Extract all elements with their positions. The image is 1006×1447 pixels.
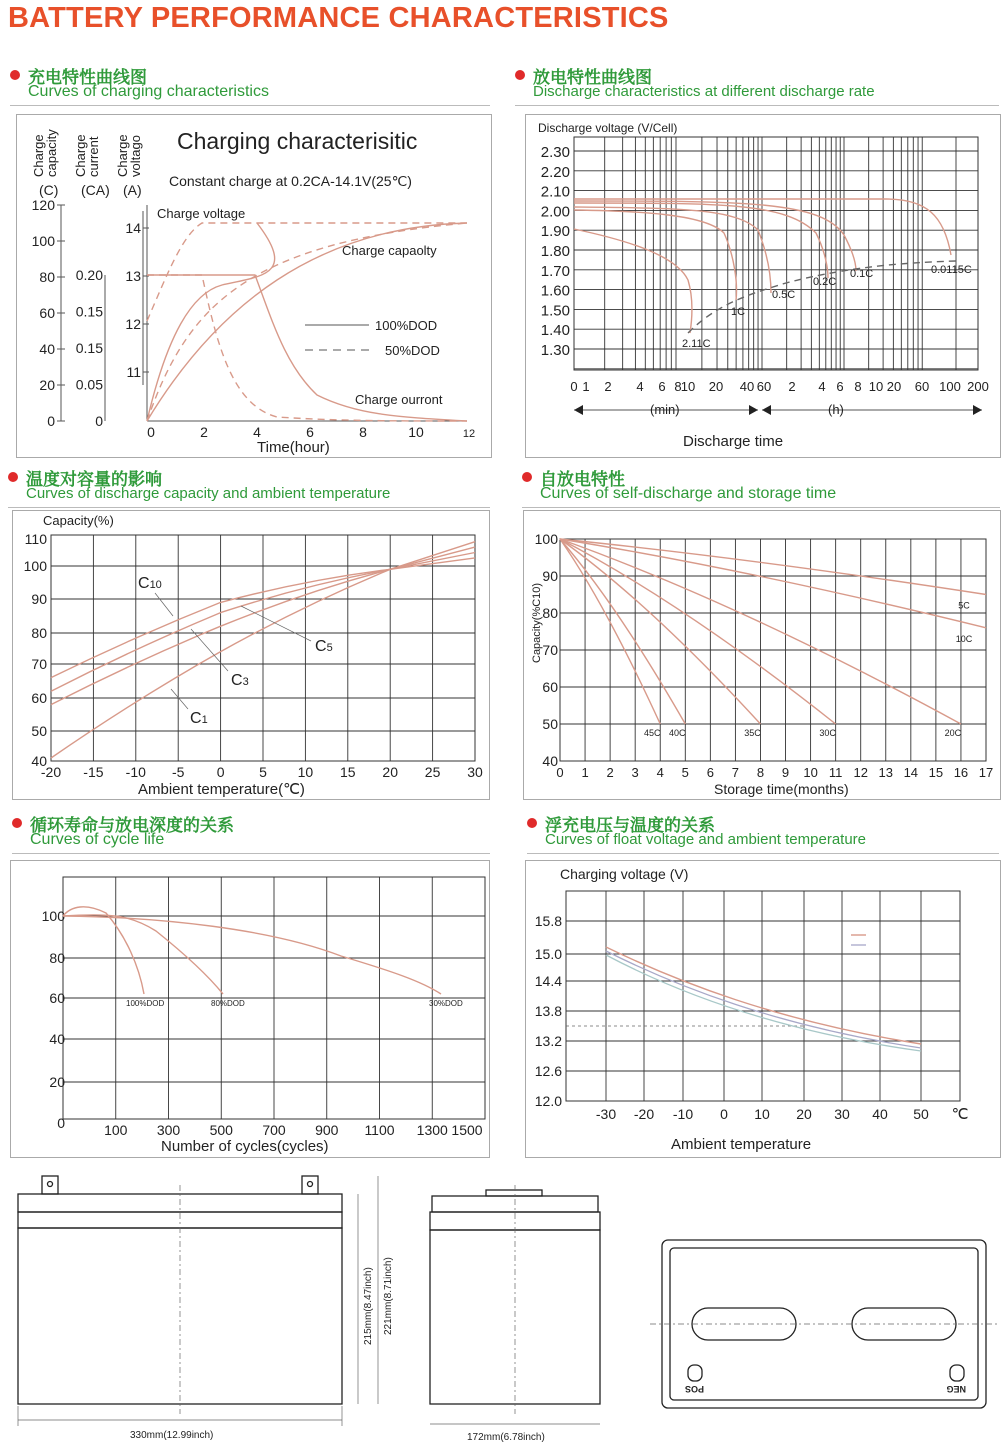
y-tick-label: 12.0 <box>534 1093 562 1109</box>
cycle-chart <box>11 861 489 1157</box>
legend-50-dod: 50%DOD <box>385 343 440 358</box>
x-tick-label: 300 <box>156 1122 181 1138</box>
self-discharge-chart-panel <box>523 510 1001 800</box>
annotation-charge-capacity: Charge capaolty <box>342 243 437 258</box>
label-2-11c: 2.11C <box>682 338 711 350</box>
leader-line <box>171 689 188 709</box>
y-tick-label: 1.40 <box>540 322 570 340</box>
divider <box>12 853 490 854</box>
y-tick-label: 1.50 <box>540 302 570 320</box>
discharge-curve-1c <box>574 210 737 300</box>
current-tick-label: 0.20 <box>75 267 103 283</box>
y-tick-label: 90 <box>542 568 558 584</box>
neg-label: NEG <box>946 1384 966 1394</box>
y-tick-label: 90 <box>31 591 47 607</box>
temperature-chart <box>13 511 489 799</box>
section-cycle-zh: 循环寿命与放电深度的关系 <box>30 816 234 835</box>
axis-header-text: voltago <box>128 135 143 177</box>
x-axis-label: Number of cycles(cycles) <box>161 1138 329 1155</box>
discharge-curve-2-11c <box>574 229 692 333</box>
series-label-10c: 10C <box>955 633 973 644</box>
terminal-bolt <box>308 1182 313 1187</box>
side-view-drawing <box>430 1185 600 1443</box>
annotation-charge-current: Charge ourront <box>355 392 443 407</box>
x-tick-label-min: 2 <box>604 379 612 394</box>
axis-header-unit: (CA) <box>81 182 110 198</box>
discharge-chart-panel <box>525 114 1001 458</box>
label-0-0115c: 0.0115C <box>931 264 972 276</box>
section-self-discharge-en: Curves of self-discharge and storage time <box>540 485 837 502</box>
bullet-icon <box>10 70 20 80</box>
front-view-drawing <box>18 1176 394 1441</box>
label-80-dod: 80%DOD <box>211 999 245 1008</box>
cycle-curve-30-dod <box>63 916 441 994</box>
cycle-curve-80-dod <box>63 915 223 994</box>
x-tick-label-min: 6 <box>658 379 666 394</box>
y-tick-label: 2.30 <box>540 144 570 161</box>
bullet-icon <box>515 70 525 80</box>
y-tick-label: 50 <box>542 716 558 732</box>
section-temperature-zh: 温度对容量的影响 <box>26 470 162 489</box>
terminal-pos <box>42 1176 58 1194</box>
x-tick-label-h: 20 <box>886 379 902 394</box>
float-curve-middle <box>606 951 921 1048</box>
label-c1-sub: 1 <box>201 714 208 726</box>
bullet-icon <box>8 472 18 482</box>
time-tick-label: 4 <box>253 424 261 440</box>
capacity-tick-label: 80 <box>39 269 55 285</box>
lid-band <box>18 1212 342 1228</box>
float-curve-lower <box>606 955 921 1051</box>
x-tick-label: 40 <box>872 1106 888 1122</box>
x-tick-label: 8 <box>756 765 765 780</box>
x-tick-label: -5 <box>171 764 185 780</box>
y-tick-label: 20 <box>49 1074 65 1090</box>
y-tick-label: 1.90 <box>540 223 570 241</box>
series-label-30c: 30C <box>819 728 836 738</box>
bullet-icon <box>12 818 22 828</box>
voltage-tick-label: 11 <box>126 364 141 380</box>
axis-header-text: current <box>86 136 101 177</box>
y-tick-label: 15.8 <box>534 913 562 929</box>
x-axis-label: Ambient temperature <box>671 1136 812 1153</box>
x-tick-label: 6 <box>706 765 714 780</box>
temperature-chart-panel <box>12 510 490 800</box>
capacity-tick-label: 60 <box>39 305 55 321</box>
axis-header-unit: (A) <box>123 182 142 198</box>
series-label-40c: 40C <box>669 728 686 738</box>
discharge-chart <box>526 115 1000 457</box>
x-tick-label: -20 <box>633 1106 655 1122</box>
y-tick-label: 12.6 <box>534 1063 562 1079</box>
y-tick-label: 80 <box>542 605 558 621</box>
series-label-35c: 35C <box>744 728 761 738</box>
x-tick-label: 1300 <box>416 1122 448 1138</box>
x-tick-label: 50 <box>913 1106 929 1122</box>
y-tick-label: 70 <box>31 656 47 672</box>
x-tick-label-h: 10 <box>868 379 884 394</box>
x-tick-label: 15 <box>928 765 944 780</box>
x-tick-label: 10 <box>297 764 314 780</box>
y-tick-label: 2.20 <box>540 163 570 181</box>
chart-title: Charging characterisitic <box>177 128 418 154</box>
charging-chart-panel <box>16 114 492 458</box>
series-line-10c <box>560 539 986 628</box>
plot-frame <box>566 891 960 1101</box>
x-tick-label: 1500 <box>451 1122 483 1138</box>
x-tick-label: 25 <box>424 764 441 780</box>
series-label-20c: 20C <box>944 728 962 738</box>
current-tick-label: 0.05 <box>75 376 103 393</box>
y-tick-label: 1.80 <box>540 243 570 260</box>
top-view-drawing <box>650 1240 1000 1408</box>
section-temperature-en: Curves of discharge capacity and ambient temperature <box>26 485 391 502</box>
side-lid-band <box>430 1212 600 1230</box>
label-c10-sub: 10 <box>149 579 162 591</box>
x-tick-label: 5 <box>681 765 689 780</box>
float-chart <box>526 861 1000 1157</box>
side-case-body <box>430 1230 600 1404</box>
label-30-dod: 30%DOD <box>429 999 463 1008</box>
y-tick-label: 60 <box>49 990 65 1006</box>
y-tick-label: 100 <box>23 558 47 574</box>
time-tick-label: 8 <box>359 424 367 440</box>
y-tick-label: 15.0 <box>534 946 562 962</box>
case-body <box>18 1228 342 1404</box>
x-tick-label: 12 <box>853 765 868 780</box>
leader-line <box>155 593 173 616</box>
legend-100-dod: 100%DOD <box>375 318 438 333</box>
axis-header-text: Charge <box>73 134 88 177</box>
arrow-left-icon <box>574 405 583 415</box>
y-tick-label: 0 <box>57 1115 65 1131</box>
chart-subtitle: Constant charge at 0.2CA-14.1V(25℃) <box>169 173 412 189</box>
y-tick-label: 13.8 <box>534 1003 562 1019</box>
label-c5: C5 <box>315 638 333 655</box>
label-c5-sub: 5 <box>326 642 333 654</box>
y-tick-label: 60 <box>542 679 558 695</box>
float-chart-panel <box>525 860 1001 1158</box>
y-tick-label: 14.4 <box>534 973 562 989</box>
capacity-tick-label: 120 <box>31 197 55 213</box>
x-tick-label: -10 <box>125 764 146 780</box>
x-tick-label: 0 <box>720 1106 728 1122</box>
x-tick-label-min: 8 <box>674 379 682 394</box>
x-tick-label: 17 <box>978 765 994 780</box>
axis-header-text: capacity <box>44 129 59 177</box>
label-0-1c: 0.1C <box>850 268 874 280</box>
section-cycle-en: Curves of cycle life <box>30 831 165 848</box>
terminal-bolt <box>48 1182 53 1187</box>
label-0-5c: 0.5C <box>772 289 796 301</box>
x-tick-label: 0 <box>216 764 225 780</box>
y-tick-label: 80 <box>31 625 47 641</box>
x-tick-label: 11 <box>828 765 843 780</box>
float-curve-upper <box>606 947 921 1044</box>
x-tick-label-h: 60 <box>914 379 930 394</box>
x-tick-label: 15 <box>340 764 356 780</box>
y-tick-label: 13.2 <box>534 1033 562 1049</box>
y-tick-label: 100 <box>534 531 558 547</box>
x-tick-label: 7 <box>731 765 740 780</box>
width-label: 172mm(6.78inch) <box>467 1432 545 1443</box>
cycle-chart-panel <box>10 860 490 1158</box>
x-tick-label: 100 <box>104 1122 128 1138</box>
x-axis-label: Discharge time <box>683 433 784 450</box>
series-line-5c <box>560 539 986 595</box>
top-handle-right <box>852 1308 956 1340</box>
divider <box>522 507 1000 508</box>
label-c10: C10 <box>138 575 162 592</box>
x-tick-label-h: 4 <box>818 379 826 394</box>
x-tick-label-min: 1 <box>582 379 590 394</box>
x-axis-label: Storage time(months) <box>714 781 849 797</box>
page-title: BATTERY PERFORMANCE CHARACTERISTICS <box>8 2 669 34</box>
x-tick-label: 1100 <box>364 1122 395 1138</box>
voltage-tick-label: 12 <box>125 316 141 332</box>
label-c1: C1 <box>190 710 208 727</box>
y-tick-label: 70 <box>542 642 558 658</box>
series-label-5c: 5C <box>958 600 970 611</box>
top-handle-left <box>692 1308 796 1340</box>
x-tick-label: 500 <box>209 1122 233 1138</box>
pos-terminal-icon <box>688 1365 702 1381</box>
time-tick-label: 2 <box>200 424 208 440</box>
label-100-dod: 100%DOD <box>126 999 165 1008</box>
y-tick-label: 40 <box>31 753 47 769</box>
y-tick-label: 80 <box>49 950 65 966</box>
x-tick-label: 30 <box>834 1106 850 1122</box>
label-c3-sub: 3 <box>242 676 249 688</box>
total-height-label: 221mm(8.71inch) <box>383 1257 394 1335</box>
time-tick-label: 6 <box>306 424 314 440</box>
series-label-45c: 45C <box>643 728 661 738</box>
plot-frame <box>574 137 978 370</box>
y-tick-label: 1.30 <box>540 342 570 359</box>
height-label: 215mm(8.47inch) <box>363 1267 374 1345</box>
x-unit-label: ℃ <box>951 1106 969 1123</box>
bullet-icon <box>522 472 532 482</box>
axis-header-text: Charge <box>115 134 130 177</box>
x-tick-label: 20 <box>382 764 398 780</box>
current-tick-label: 0 <box>95 413 103 429</box>
divider <box>527 853 999 854</box>
axis-header-text: Charge <box>31 134 46 177</box>
voltage-tick-label: 14 <box>125 220 141 236</box>
x-tick-label: -30 <box>595 1106 617 1122</box>
charging-chart <box>17 115 491 457</box>
x-tick-label: 9 <box>781 765 790 780</box>
x-tick-label: 2 <box>606 765 614 780</box>
x-tick-label: 3 <box>631 765 639 780</box>
charge-voltage-curve-50 <box>147 223 467 321</box>
top-outline <box>662 1240 986 1408</box>
x-tick-label-min: 4 <box>636 379 644 394</box>
x-tick-label: 0 <box>556 765 564 780</box>
arrow-right-icon <box>973 405 982 415</box>
y-tick-label: 1.60 <box>540 282 570 300</box>
length-label: 330mm(12.99inch) <box>130 1430 214 1441</box>
label-c3: C3 <box>231 672 249 689</box>
leader-line <box>241 606 311 641</box>
current-tick-label: 0.15 <box>75 340 103 356</box>
section-float-en: Curves of float voltage and ambient temperature <box>545 831 867 848</box>
x-tick-label-min: 0 <box>570 379 578 394</box>
x-tick-label-h: 2 <box>788 379 796 394</box>
y-tick-label: 110 <box>24 531 47 547</box>
x-axis-label: Ambient temperature(℃) <box>138 781 305 798</box>
x-tick-label: 13 <box>878 765 893 780</box>
y-axis-label: Capacity(%C10) <box>531 582 543 663</box>
x-tick-label: 20 <box>796 1106 812 1122</box>
y-tick-label: 60 <box>31 690 47 706</box>
annotation-charge-voltage: Charge voltage <box>157 206 246 221</box>
x-tick-label: -15 <box>83 764 104 780</box>
section-charging-en: Curves of charging characteristics <box>28 83 269 100</box>
neg-terminal-icon <box>950 1365 964 1381</box>
x-tick-label: 700 <box>262 1122 286 1138</box>
time-tick-label: 12 <box>462 428 476 440</box>
section-discharge-zh: 放电特性曲线图 <box>533 68 652 87</box>
x-tick-label-min: 20 <box>708 379 724 394</box>
bullet-icon <box>527 818 537 828</box>
self-discharge-chart <box>524 511 1000 799</box>
unit-min: (min) <box>650 402 680 417</box>
y-axis-label: Discharge voltage (V/Cell) <box>538 121 678 135</box>
divider <box>8 507 490 508</box>
x-tick-label: 5 <box>259 764 267 780</box>
voltage-tick-label: 13 <box>125 268 141 284</box>
pos-label: POS <box>684 1384 704 1394</box>
x-tick-label: 10 <box>754 1106 770 1122</box>
time-tick-label: 0 <box>147 424 155 440</box>
divider <box>515 105 999 106</box>
section-charging-zh: 充电特性曲线图 <box>28 68 147 87</box>
x-tick-label-h: 6 <box>836 379 844 394</box>
arrow-left-icon <box>762 405 771 415</box>
y-tick-label: 1.70 <box>540 262 570 280</box>
capacity-tick-label: 40 <box>39 341 55 357</box>
y-tick-label: 2.10 <box>540 183 570 201</box>
section-float-zh: 浮充电压与温度的关系 <box>545 816 715 835</box>
x-tick-label: 900 <box>315 1122 339 1138</box>
x-tick-label-h: 100 <box>939 379 961 394</box>
x-tick-label: -20 <box>40 764 62 780</box>
y-tick-label: 100 <box>41 908 65 924</box>
x-tick-label-h: 8 <box>854 379 862 394</box>
side-lid-top <box>432 1196 598 1212</box>
x-tick-label: -10 <box>672 1106 694 1122</box>
capacity-tick-label: 100 <box>31 233 55 249</box>
x-tick-label: 14 <box>903 765 919 780</box>
x-tick-label: 4 <box>656 765 664 780</box>
capacity-tick-label: 0 <box>47 413 55 429</box>
y-tick-label: 50 <box>31 723 47 739</box>
x-tick-label: 30 <box>467 764 483 780</box>
y-tick-label: 40 <box>49 1031 65 1047</box>
capacity-tick-label: 20 <box>39 377 55 393</box>
top-inner <box>670 1248 978 1400</box>
current-tick-label: 0.15 <box>75 303 103 320</box>
unit-h: (h) <box>828 402 844 417</box>
divider <box>10 105 490 106</box>
discharge-curve-0-2c <box>574 203 828 278</box>
x-tick-label-h: 200 <box>967 379 989 394</box>
x-tick-label: 1 <box>581 765 589 780</box>
x-tick-label: 16 <box>953 765 969 780</box>
x-tick-label: 10 <box>803 765 818 780</box>
x-tick-label-min: 40 <box>739 379 755 394</box>
section-discharge-en: Discharge characteristics at different discharge rate <box>533 83 875 100</box>
time-tick-label: 10 <box>408 424 424 440</box>
terminal-neg <box>302 1176 318 1194</box>
label-0-2c: 0.2C <box>813 276 837 288</box>
y-tick-label: 2.00 <box>540 203 570 221</box>
lid-top <box>18 1194 342 1212</box>
label-1c: 1C <box>731 306 746 318</box>
axis-header-unit: (C) <box>39 182 59 198</box>
vent-cap <box>486 1190 542 1196</box>
arrow-right-icon <box>749 405 758 415</box>
x-tick-label-min: 60 <box>756 379 772 394</box>
x-tick-label-min: 10 <box>680 379 696 394</box>
section-self-discharge-zh: 自放电特性 <box>540 470 625 489</box>
y-tick-label: 40 <box>542 753 558 769</box>
y-axis-label: Capacity(%) <box>43 513 114 528</box>
x-axis-label: Time(hour) <box>257 439 330 456</box>
y-axis-label: Charging voltage (V) <box>560 866 689 882</box>
